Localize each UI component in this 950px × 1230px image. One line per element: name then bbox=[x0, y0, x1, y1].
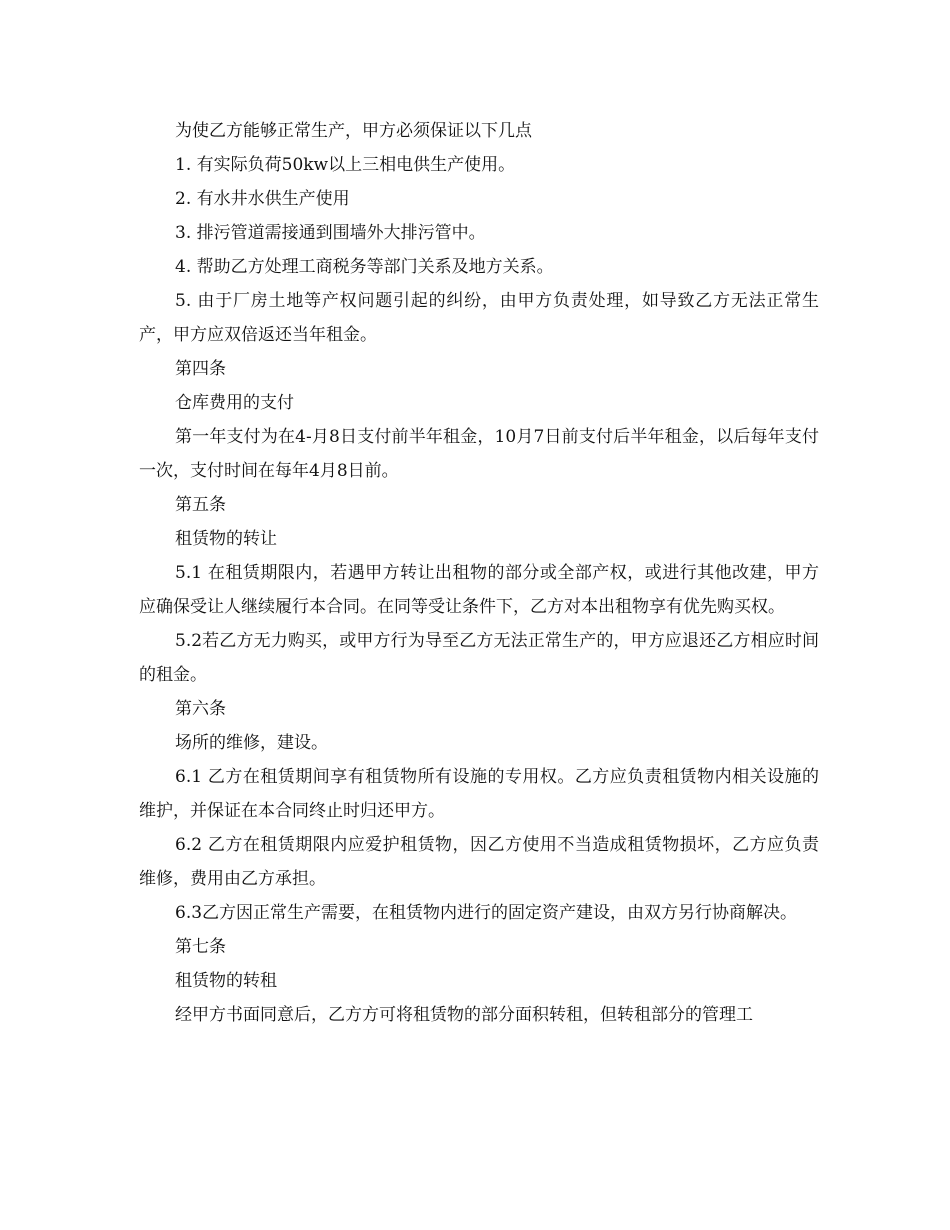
article-7-body: 经甲方书面同意后，乙方方可将租赁物的部分面积转租，但转租部分的管理工 bbox=[175, 1005, 753, 1025]
article-4-title: 仓库费用的支付 bbox=[175, 393, 294, 413]
article-5-heading: 第五条 bbox=[175, 495, 226, 515]
article-7-title: 租赁物的转租 bbox=[175, 971, 277, 991]
article-5-title: 租赁物的转让 bbox=[175, 529, 277, 549]
paragraph-item-1: 1. 有实际负荷50kw以上三相电供生产使用。 bbox=[175, 155, 516, 175]
clause-5-2: 5.2若乙方无力购买，或甲方行为导至乙方无法正常生产的，甲方应退还乙方相应时间的租金。 bbox=[139, 631, 819, 685]
paragraph-item-3: 3. 排污管道需接通到围墙外大排污管中。 bbox=[175, 223, 486, 243]
paragraph-intro: 为使乙方能够正常生产，甲方必须保证以下几点 bbox=[175, 121, 532, 141]
article-7-heading: 第七条 bbox=[175, 937, 226, 957]
document-body bbox=[139, 114, 819, 1032]
paragraph-item-5: 5. 由于厂房土地等产权问题引起的纠纷，由甲方负责处理，如导致乙方无法正常生产，甲方应双倍返还当年租金。 bbox=[139, 291, 819, 345]
article-6-heading: 第六条 bbox=[175, 699, 226, 719]
clause-6-1: 6.1 乙方在租赁期间享有租赁物所有设施的专用权。乙方应负责租赁物内相关设施的维护，并保证在本合同终止时归还甲方。 bbox=[139, 767, 819, 821]
article-6-title: 场所的维修，建设。 bbox=[175, 733, 328, 753]
paragraph-item-4: 4. 帮助乙方处理工商税务等部门关系及地方关系。 bbox=[175, 257, 554, 277]
paragraph-item-2: 2. 有水井水供生产使用 bbox=[175, 189, 350, 209]
article-4-heading: 第四条 bbox=[175, 359, 226, 379]
article-4-body: 第一年支付为在4-月8日支付前半年租金，10月7日前支付后半年租金，以后每年支付一次，支付时间在每年4月8日前。 bbox=[139, 427, 819, 481]
clause-6-3: 6.3乙方因正常生产需要，在租赁物内进行的固定资产建设，由双方另行协商解决。 bbox=[175, 903, 798, 923]
clause-6-2: 6.2 乙方在租赁期限内应爱护租赁物，因乙方使用不当造成租赁物损坏，乙方应负责维修，费用由乙方承担。 bbox=[139, 835, 819, 889]
clause-5-1: 5.1 在租赁期限内，若遇甲方转让出租物的部分或全部产权，或进行其他改建，甲方应确保受让人继续履行本合同。在同等受让条件下，乙方对本出租物享有优先购买权。 bbox=[139, 563, 819, 617]
